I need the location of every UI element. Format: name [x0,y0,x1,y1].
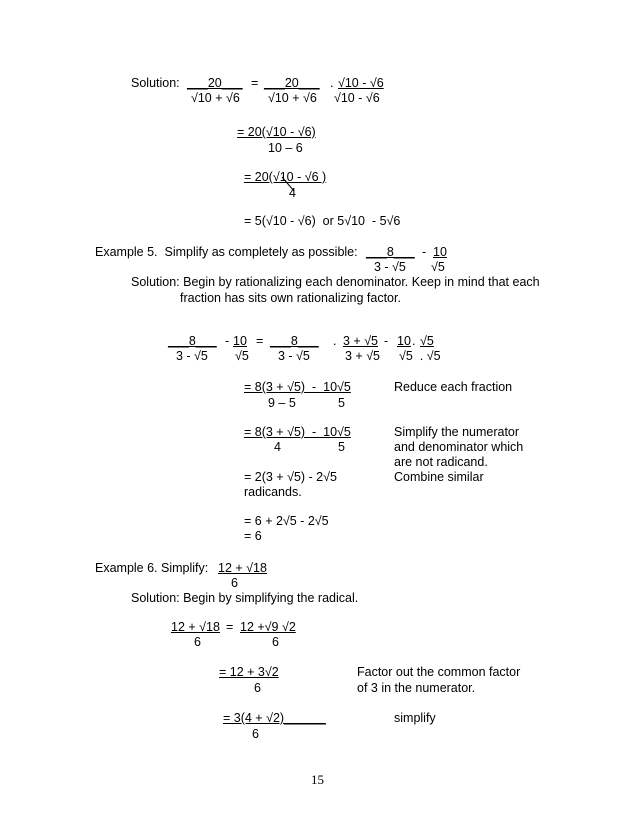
example5-token-8: 10 [397,334,411,348]
example5-den-token-0: 3 - √5 [176,349,208,363]
example5-stepA-den1: 9 – 5 [268,396,296,410]
solution1-step4: = 5(√10 - √6) or 5√10 - 5√6 [244,214,401,228]
example5-token-9: . [412,334,416,348]
example5-stepB-numerator: = 8(3 + √5) - 10√5 [244,425,351,439]
example5-token-2: 10 [233,334,247,348]
example5-stepD: = 6 + 2√5 - 2√5 [244,514,329,528]
example6-numerator: 12 + √18 [218,561,267,575]
example5-stepB-note2: and denominator which [394,440,524,454]
example5-solution-line2: fraction has sits own rationalizing factor. [180,291,401,305]
example5-token-4: ___8___ [270,334,319,348]
example6-row1-numerator-b: 12 +√9 √2 [240,620,296,634]
solution1-step3-numerator: = 20(√10 - √6 ) [244,170,327,184]
example5-stepC-line2: radicands. [244,485,302,499]
example5-den-first: 3 - √5 [374,260,406,274]
page-number: 15 [311,772,324,787]
example5-den-second: √5 [431,260,445,274]
example5-den-token-4: √5 . √5 [399,349,441,363]
solution1-token-0: ___20___ [187,76,243,90]
example6-row3-denominator: 6 [252,727,259,741]
example5-token-7: - [384,334,389,348]
example5-stepC-note: Combine similar [394,470,484,484]
example6-row1-denominator-b: 6 [272,635,279,649]
example6-title: Example 6. Simplify: [95,561,209,575]
example5-den-token-3: 3 + √5 [345,349,381,363]
example6-row2-numerator: = 12 + 3√2 [219,665,279,679]
solution1-step3-denominator: 4 [289,186,296,200]
solution1-den-token-2: √10 - √6 [334,91,380,105]
example5-stepA-note: Reduce each fraction [394,380,513,394]
example5-stepB-den2: 5 [338,440,345,454]
example5-token-3: = [256,334,264,348]
example5-token-10: √5 [420,334,434,348]
example6-row1-denominator-a: 6 [194,635,201,649]
example5-token-6: 3 + √5 [343,334,379,348]
solution-label: Solution: [131,76,180,90]
example5-expr-minus: - [422,245,427,259]
example5-den-token-2: 3 - √5 [278,349,310,363]
example5-stepB-note3: are not radicand. [394,455,488,469]
example5-stepB-note1: Simplify the numerator [394,425,520,439]
example5-stepA-den2: 5 [338,396,345,410]
example6-row2-note1: Factor out the common factor [357,665,521,679]
example6-denominator: 6 [231,576,238,590]
example5-stepE: = 6 [244,529,262,543]
example5-den-token-1: √5 [235,349,249,363]
example6-solution: Solution: Begin by simplifying the radical. [131,591,359,605]
example5-title: Example 5. Simplify as completely as possible: [95,245,358,259]
example5-solution-line1: Solution: Begin by rationalizing each denominator. Keep in mind that each [131,275,540,289]
example5-expr-first: ___8___ [366,245,415,259]
example5-stepB-den1: 4 [274,440,281,454]
solution1-token-1: = [251,76,259,90]
solution1-den-token-0: √10 + √6 [191,91,240,105]
example5-token-5: . [333,334,337,348]
solution1-step2-denominator: 10 – 6 [268,141,303,155]
example5-expr-second: 10 [433,245,447,259]
example6-row2-note2: of 3 in the numerator. [357,681,476,695]
solution1-token-2: ___20___ [264,76,320,90]
solution1-den-token-1: √10 + √6 [268,91,317,105]
example6-row3-note: simplify [394,711,436,725]
example6-row3-numerator: = 3(4 + √2)______ [223,711,326,725]
example5-token-1: - [225,334,230,348]
solution1-token-4: √10 - √6 [338,76,384,90]
solution1-step2-numerator: = 20(√10 - √6) [237,125,316,139]
example6-row2-denominator: 6 [254,681,261,695]
solution1-token-3: . [330,76,334,90]
example5-token-0: ___8___ [168,334,217,348]
example6-row1-equals: = [226,620,234,634]
example5-stepC: = 2(3 + √5) - 2√5 [244,470,337,484]
example5-stepA-numerator: = 8(3 + √5) - 10√5 [244,380,351,394]
example6-row1-numerator-a: 12 + √18 [171,620,220,634]
